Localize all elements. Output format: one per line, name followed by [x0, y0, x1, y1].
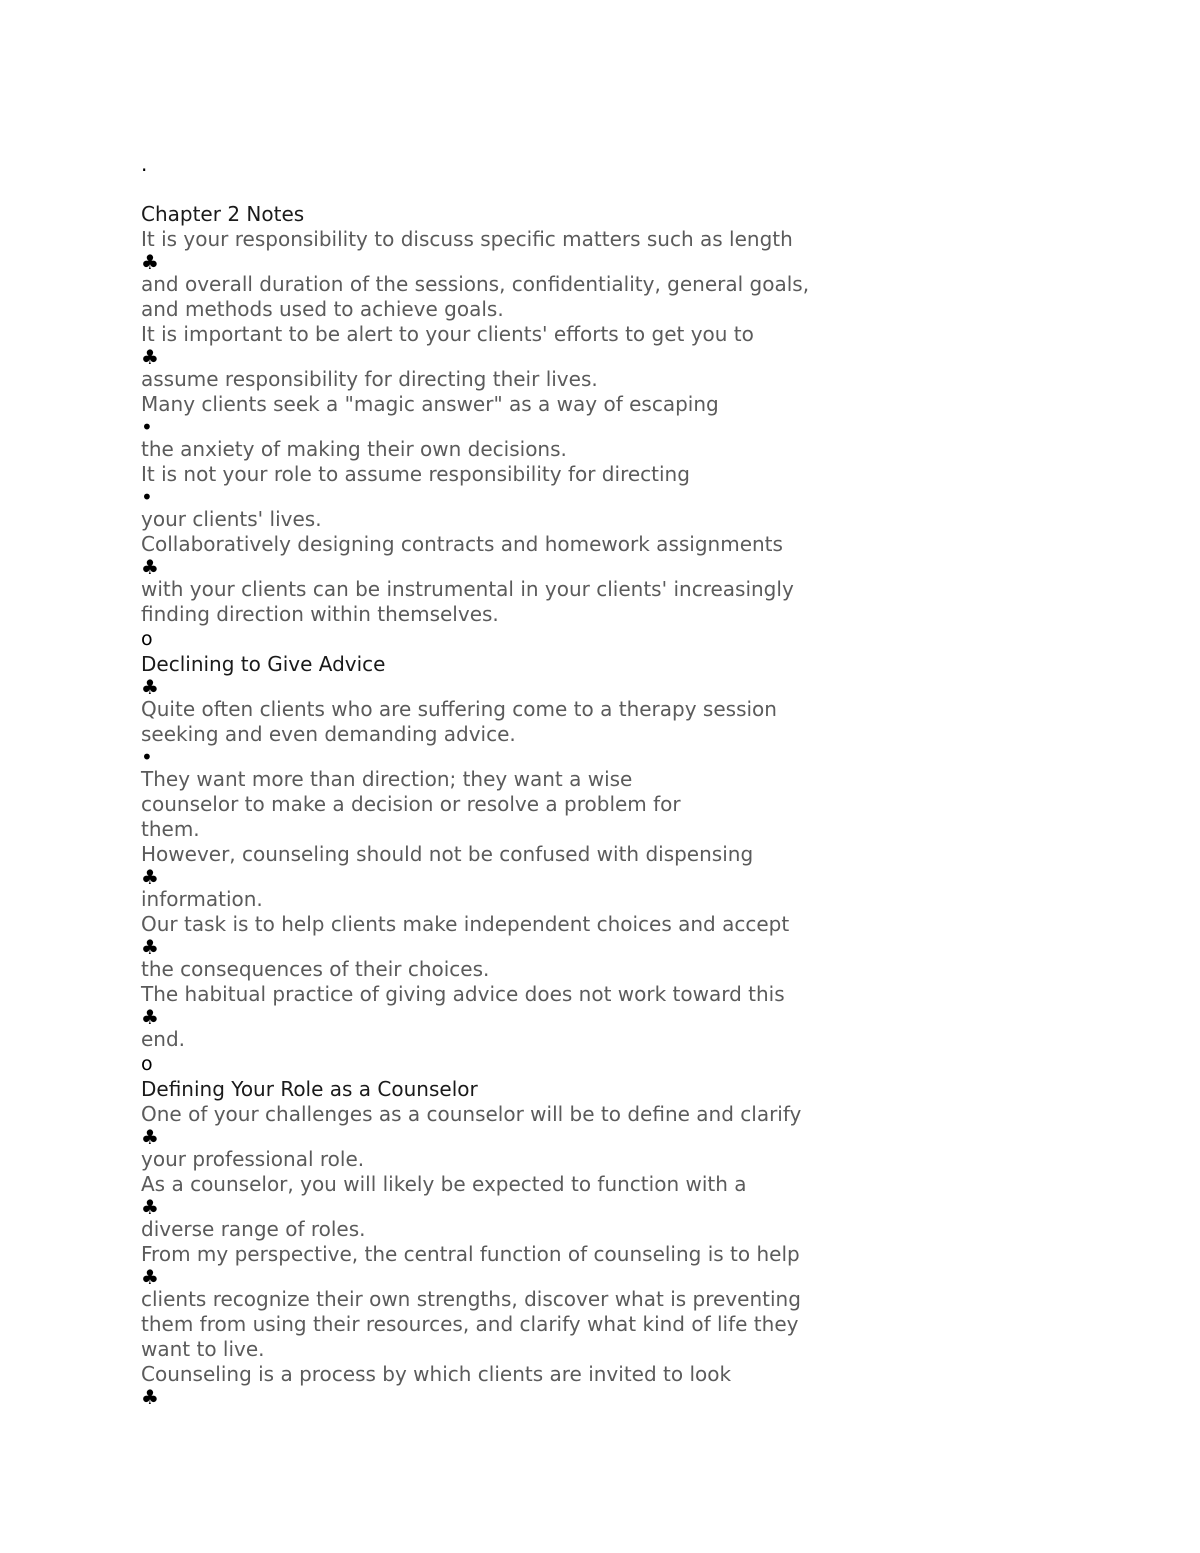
body-text-line: One of your challenges as a counselor will be to define and clarify [141, 1102, 802, 1126]
club-bullet-icon: ♣ [141, 555, 159, 579]
club-bullet-icon: ♣ [141, 1195, 159, 1219]
body-text-line: diverse range of roles. [141, 1217, 366, 1241]
body-text-line: seeking and even demanding advice. [141, 722, 516, 746]
body-text-line: It is not your role to assume responsibility for directing [141, 462, 690, 486]
body-text-line: information. [141, 887, 263, 911]
body-text-line: Quite often clients who are suffering come to a therapy session [141, 697, 777, 721]
club-bullet-icon: ♣ [141, 1385, 159, 1409]
body-text-line: them. [141, 817, 200, 841]
body-text-line: assume responsibility for directing their lives. [141, 367, 598, 391]
leading-dot-mark: . [141, 152, 148, 176]
body-text-line: finding direction within themselves. [141, 602, 499, 626]
body-text-line: clients recognize their own strengths, discover what is preventing [141, 1287, 801, 1311]
body-text-line: and methods used to achieve goals. [141, 297, 504, 321]
body-text-line: Counseling is a process by which clients are invited to look [141, 1362, 732, 1386]
body-text-line: Collaboratively designing contracts and homework assignments [141, 532, 783, 556]
body-text-line: counselor to make a decision or resolve a problem for [141, 792, 681, 816]
body-text-line: your clients' lives. [141, 507, 322, 531]
body-text-line: your professional role. [141, 1147, 365, 1171]
club-bullet-icon: ♣ [141, 935, 159, 959]
body-text-line: It is your responsibility to discuss specific matters such as length [141, 227, 793, 251]
body-text-line: the consequences of their choices. [141, 957, 490, 981]
body-text-line: the anxiety of making their own decisions. [141, 437, 567, 461]
club-bullet-icon: ♣ [141, 345, 159, 369]
body-text-line: want to live. [141, 1337, 265, 1361]
section-heading: Declining to Give Advice [141, 652, 386, 676]
body-text-line: end. [141, 1027, 186, 1051]
dot-bullet-icon: • [141, 485, 153, 509]
club-bullet-icon: ♣ [141, 1125, 159, 1149]
club-bullet-icon: ♣ [141, 1265, 159, 1289]
section-heading: Chapter 2 Notes [141, 202, 305, 226]
section-heading: Defining Your Role as a Counselor [141, 1077, 478, 1101]
club-bullet-icon: ♣ [141, 675, 159, 699]
body-text-line: It is important to be alert to your clients' efforts to get you to [141, 322, 754, 346]
document-body [141, 152, 1041, 1407]
club-bullet-icon: ♣ [141, 865, 159, 889]
body-text-line: However, counseling should not be confused with dispensing [141, 842, 754, 866]
body-text-line: Our task is to help clients make independent choices and accept [141, 912, 790, 936]
circle-bullet-icon: o [141, 628, 153, 650]
body-text-line: They want more than direction; they want a wise [141, 767, 633, 791]
dot-bullet-icon: • [141, 415, 153, 439]
body-text-line: From my perspective, the central function of counseling is to help [141, 1242, 800, 1266]
body-text-line: The habitual practice of giving advice does not work toward this [141, 982, 785, 1006]
body-text-line: As a counselor, you will likely be expected to function with a [141, 1172, 747, 1196]
blank-line [141, 177, 1041, 202]
body-text-line: with your clients can be instrumental in your clients' increasingly [141, 577, 794, 601]
club-bullet-icon: ♣ [141, 1005, 159, 1029]
body-text-line: and overall duration of the sessions, confidentiality, general goals, [141, 272, 810, 296]
circle-bullet-icon: o [141, 1053, 153, 1075]
body-text-line: them from using their resources, and clarify what kind of life they [141, 1312, 799, 1336]
body-text-line: Many clients seek a "magic answer" as a way of escaping [141, 392, 719, 416]
dot-bullet-icon: • [141, 745, 153, 769]
club-bullet-icon: ♣ [141, 250, 159, 274]
